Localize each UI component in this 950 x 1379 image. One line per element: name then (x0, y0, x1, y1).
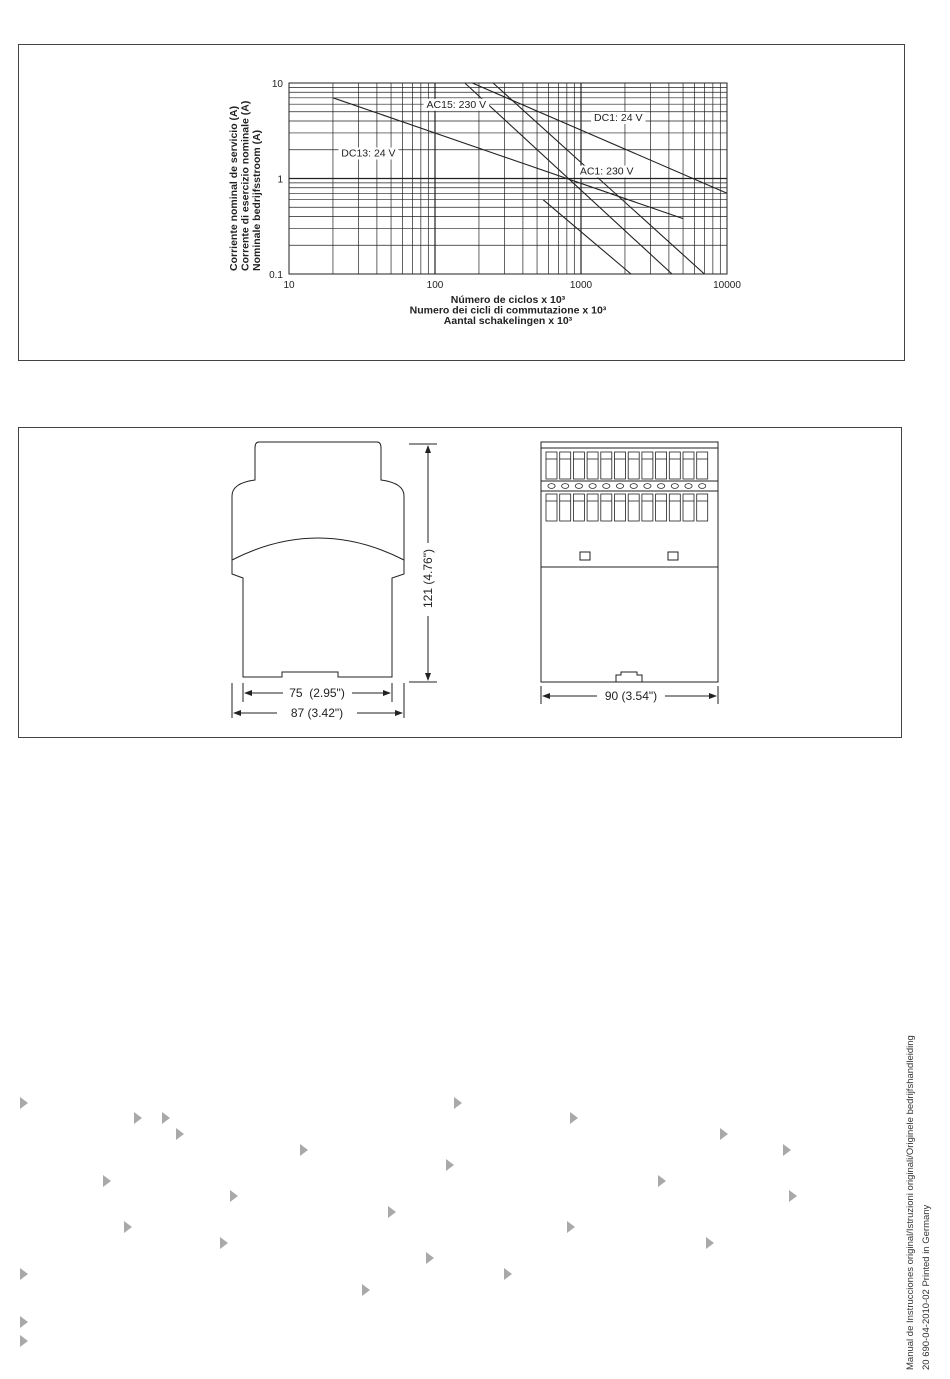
series-line-5 (543, 200, 631, 274)
triangle-arrow-icon (446, 1159, 454, 1171)
terminal-bottom (628, 494, 639, 521)
terminal-screw (616, 484, 623, 489)
terminal-screw (589, 484, 596, 489)
y-axis-title-line: Nominale bedrijfsstroom (A) (251, 129, 263, 271)
terminal-top (642, 452, 653, 479)
x-axis-title-line: Número de ciclos x 10³ (450, 294, 566, 306)
terminal-screw (644, 484, 651, 489)
triangle-arrow-icon (454, 1097, 462, 1109)
front-view-outline (541, 442, 718, 682)
outer-width-label: 87 (3.42") (290, 706, 344, 720)
triangle-arrow-icon (504, 1268, 512, 1280)
terminal-screw (671, 484, 678, 489)
terminal-blocks (546, 452, 708, 521)
inner-width-label: 75 (2.95") (289, 686, 345, 700)
triangle-arrow-icon (230, 1190, 238, 1202)
series-label: AC15: 230 V (426, 98, 487, 111)
terminal-top (697, 452, 708, 479)
y-tick-label: 0.1 (269, 270, 283, 281)
terminal-bottom (560, 494, 571, 521)
x-tick-label: 100 (426, 280, 444, 291)
x-tick-label: 10 (283, 280, 295, 291)
triangle-arrow-icon (176, 1128, 184, 1140)
series-label: DC1: 24 V (594, 112, 643, 125)
terminal-screw (658, 484, 665, 489)
terminal-top (560, 452, 571, 479)
triangle-arrow-icon (658, 1175, 666, 1187)
triangle-arrow-icon (426, 1252, 434, 1264)
triangle-arrow-icon (134, 1112, 142, 1124)
terminal-bottom (587, 494, 598, 521)
print-info: 20 690-04-2010-02 Printed in Germany (921, 1204, 932, 1370)
terminal-bottom (601, 494, 612, 521)
terminal-bottom (697, 494, 708, 521)
dimension-drawing-panel (18, 427, 902, 738)
terminal-screw (603, 484, 610, 489)
series-label: DC13: 24 V (341, 147, 396, 160)
terminal-screw (699, 484, 706, 489)
x-axis-title (410, 294, 607, 327)
terminal-top (656, 452, 667, 479)
triangle-arrow-icon (124, 1221, 132, 1233)
terminal-screw (575, 484, 582, 489)
triangle-arrow-icon (103, 1175, 111, 1187)
triangle-arrow-icon (388, 1206, 396, 1218)
terminal-top (615, 452, 626, 479)
terminal-bottom (669, 494, 680, 521)
terminal-top (587, 452, 598, 479)
triangle-arrow-icon (570, 1112, 578, 1124)
triangle-arrow-icon (362, 1284, 370, 1296)
triangle-arrow-icon (20, 1316, 28, 1328)
triangle-arrow-icon (20, 1335, 28, 1347)
y-axis-title-line: Corriente nominal de servicio (A) (228, 105, 240, 271)
triangle-arrow-icon (783, 1144, 791, 1156)
terminal-screw (685, 484, 692, 489)
y-tick-label: 10 (271, 79, 283, 90)
triangle-arrow-icon (20, 1097, 28, 1109)
y-axis-title-line: Corrente di esercizio nominale (A) (239, 100, 252, 271)
terminal-top (546, 452, 557, 479)
x-axis-title-line: Numero dei cicli di commutazione x 10³ (409, 304, 607, 317)
terminal-top (669, 452, 680, 479)
terminal-bottom (656, 494, 667, 521)
y-axis-title (228, 101, 263, 271)
terminal-bottom (546, 494, 557, 521)
height-label: 121 (4.76") (421, 549, 435, 608)
cycles-chart (19, 45, 904, 360)
terminal-bottom (615, 494, 626, 521)
y-tick-label: 1 (277, 174, 283, 186)
x-tick-label: 10000 (713, 280, 741, 291)
triangle-arrow-icon (720, 1128, 728, 1140)
series-label: AC1: 230 V (579, 165, 634, 178)
triangle-arrow-icon (220, 1237, 228, 1249)
terminal-bottom (642, 494, 653, 521)
x-tick-label: 1000 (569, 280, 593, 291)
chart-panel (18, 44, 905, 361)
terminal-top (628, 452, 639, 479)
terminal-top (601, 452, 612, 479)
terminal-bottom (683, 494, 694, 521)
front-width-label: 90 (3.54") (604, 689, 658, 703)
terminal-screw (548, 484, 555, 489)
side-view-outline (232, 442, 404, 677)
chart-grid (289, 83, 727, 274)
terminal-bottom (573, 494, 584, 521)
dimension-drawing (19, 428, 901, 737)
manual-title: Manual de Instrucciones original/Istruzioni originali/Originele bedrijfshandleiding (905, 1035, 916, 1370)
tick-labels (269, 79, 741, 291)
terminal-screw (562, 484, 569, 489)
terminal-top (683, 452, 694, 479)
terminal-screw (630, 484, 637, 489)
triangle-arrow-icon (162, 1112, 170, 1124)
triangle-arrow-icon (300, 1144, 308, 1156)
triangle-arrow-icon (706, 1237, 714, 1249)
triangle-arrow-icon (20, 1268, 28, 1280)
x-axis-title-line: Aantal schakelingen x 10³ (443, 315, 573, 327)
terminal-top (573, 452, 584, 479)
triangle-arrow-icon (789, 1190, 797, 1202)
triangle-arrow-icon (567, 1221, 575, 1233)
